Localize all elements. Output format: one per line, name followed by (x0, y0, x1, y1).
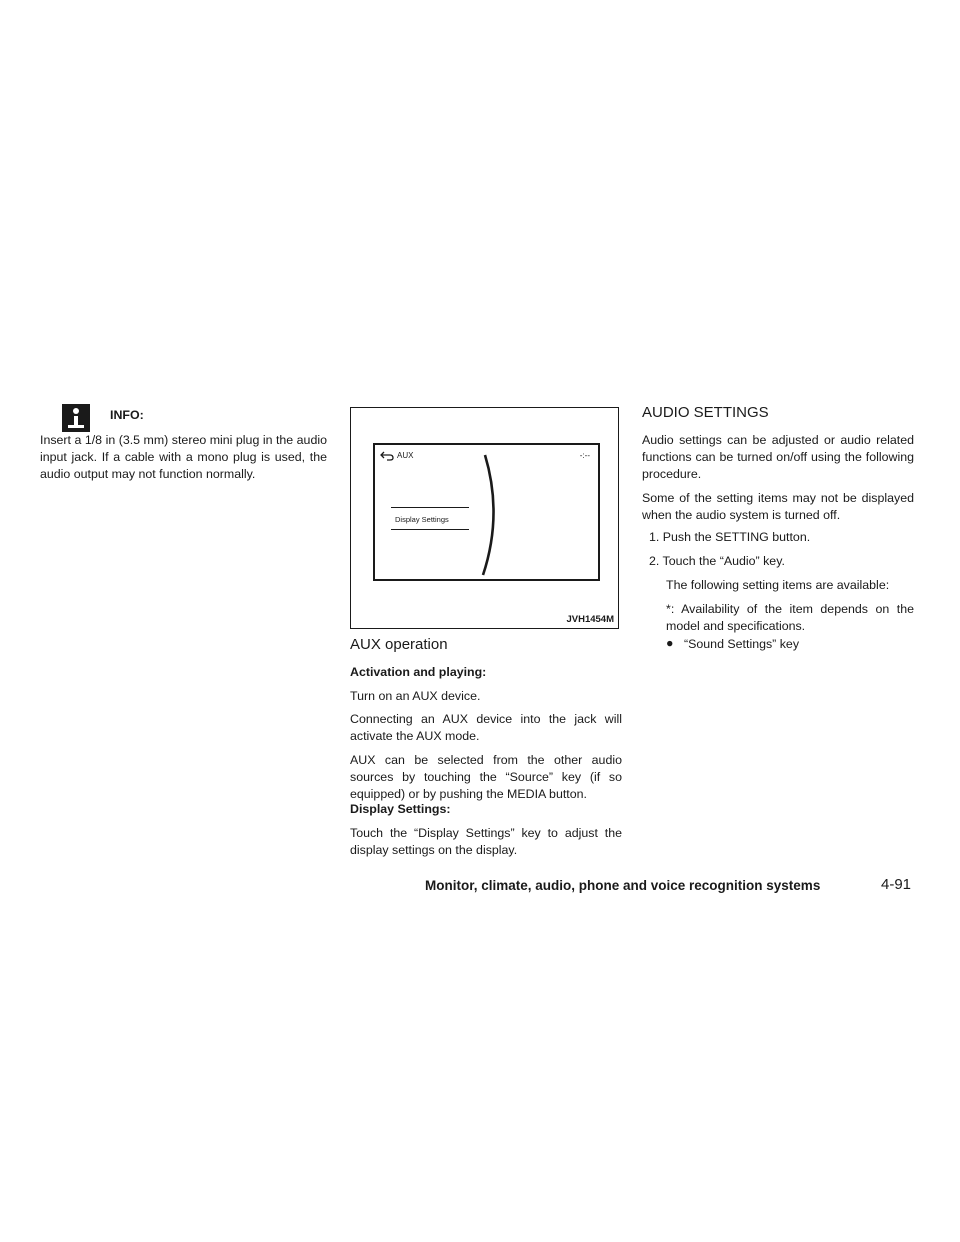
info-icon (62, 404, 90, 432)
aux-sub-display: Display Settings: (350, 802, 451, 816)
scroll-arc (471, 453, 511, 577)
aux-paragraph: Touch the “Display Settings” key to adjust the display settings on the display. (350, 826, 622, 858)
aux-paragraph: Connecting an AUX device into the jack will activate the AUX mode. (350, 712, 622, 744)
audio-paragraph: Some of the setting items may not be displayed when the audio system is turned off. (642, 491, 914, 523)
aux-screen-figure (350, 407, 619, 629)
bullet-icon: ● (666, 636, 674, 650)
figure-label: JVH1454M (566, 614, 614, 625)
info-text: Insert a 1/8 in (3.5 mm) stereo mini plug in the audio input jack. If a cable with a mono plug is used, the audio output may not function normally. (40, 433, 327, 482)
display-settings-item: Display Settings (395, 515, 449, 524)
aux-heading: AUX operation (350, 636, 448, 653)
clock: -:-- (579, 451, 590, 460)
audio-heading: AUDIO SETTINGS (642, 404, 769, 421)
screen-title: AUX (397, 451, 414, 460)
aux-screen (373, 443, 600, 581)
footer-title: Monitor, climate, audio, phone and voice recognition systems (425, 878, 821, 893)
step-item: 2. Touch the “Audio” key. (649, 554, 785, 568)
aux-paragraph: AUX can be selected from the other audio sources by touching the “Source” key (if so equipped) or by pushing the MEDIA button. (350, 753, 622, 802)
info-label: INFO: (110, 408, 144, 422)
aux-sub-activation: Activation and playing: (350, 665, 487, 679)
menu-divider (391, 507, 469, 508)
aux-paragraph: Turn on an AUX device. (350, 689, 481, 703)
menu-divider (391, 529, 469, 530)
page-number: 4-91 (881, 876, 912, 893)
back-arrow-icon (380, 451, 394, 461)
audio-paragraph: *: Availability of the item depends on the model and specifications. (666, 602, 914, 634)
step-item: 1. Push the SETTING button. (649, 530, 811, 544)
audio-paragraph: The following setting items are available: (666, 578, 890, 592)
audio-paragraph: Audio settings can be adjusted or audio related functions can be turned on/off using the following procedure. (642, 433, 914, 482)
bullet-item: “Sound Settings” key (684, 637, 800, 651)
